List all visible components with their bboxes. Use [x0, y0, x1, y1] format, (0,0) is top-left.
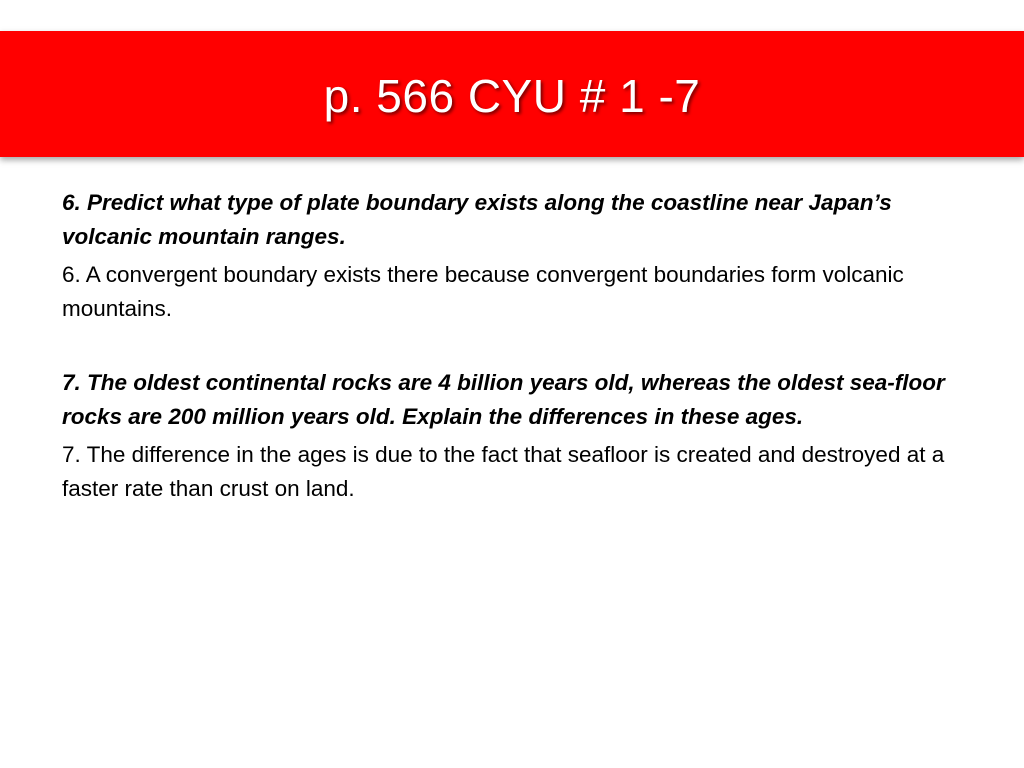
answer-7: 7. The difference in the ages is due to the fact that seafloor is created and destroyed at a faster rate than crust on land. [62, 442, 945, 501]
question-7: 7. The oldest continental rocks are 4 billion years old, whereas the oldest sea-floor rocks are 200 million years old. Explain the differences in these ages. [62, 370, 945, 429]
slide-title: p. 566 CYU # 1 -7 [323, 70, 701, 122]
slide-body [62, 186, 962, 506]
question-6: 6. Predict what type of plate boundary exists along the coastline near Japan’s volcanic mountain ranges. [62, 190, 892, 249]
title-bar [0, 31, 1024, 157]
paragraph-spacer [62, 326, 962, 366]
answer-6: 6. A convergent boundary exists there because convergent boundaries form volcanic mountains. [62, 262, 904, 321]
